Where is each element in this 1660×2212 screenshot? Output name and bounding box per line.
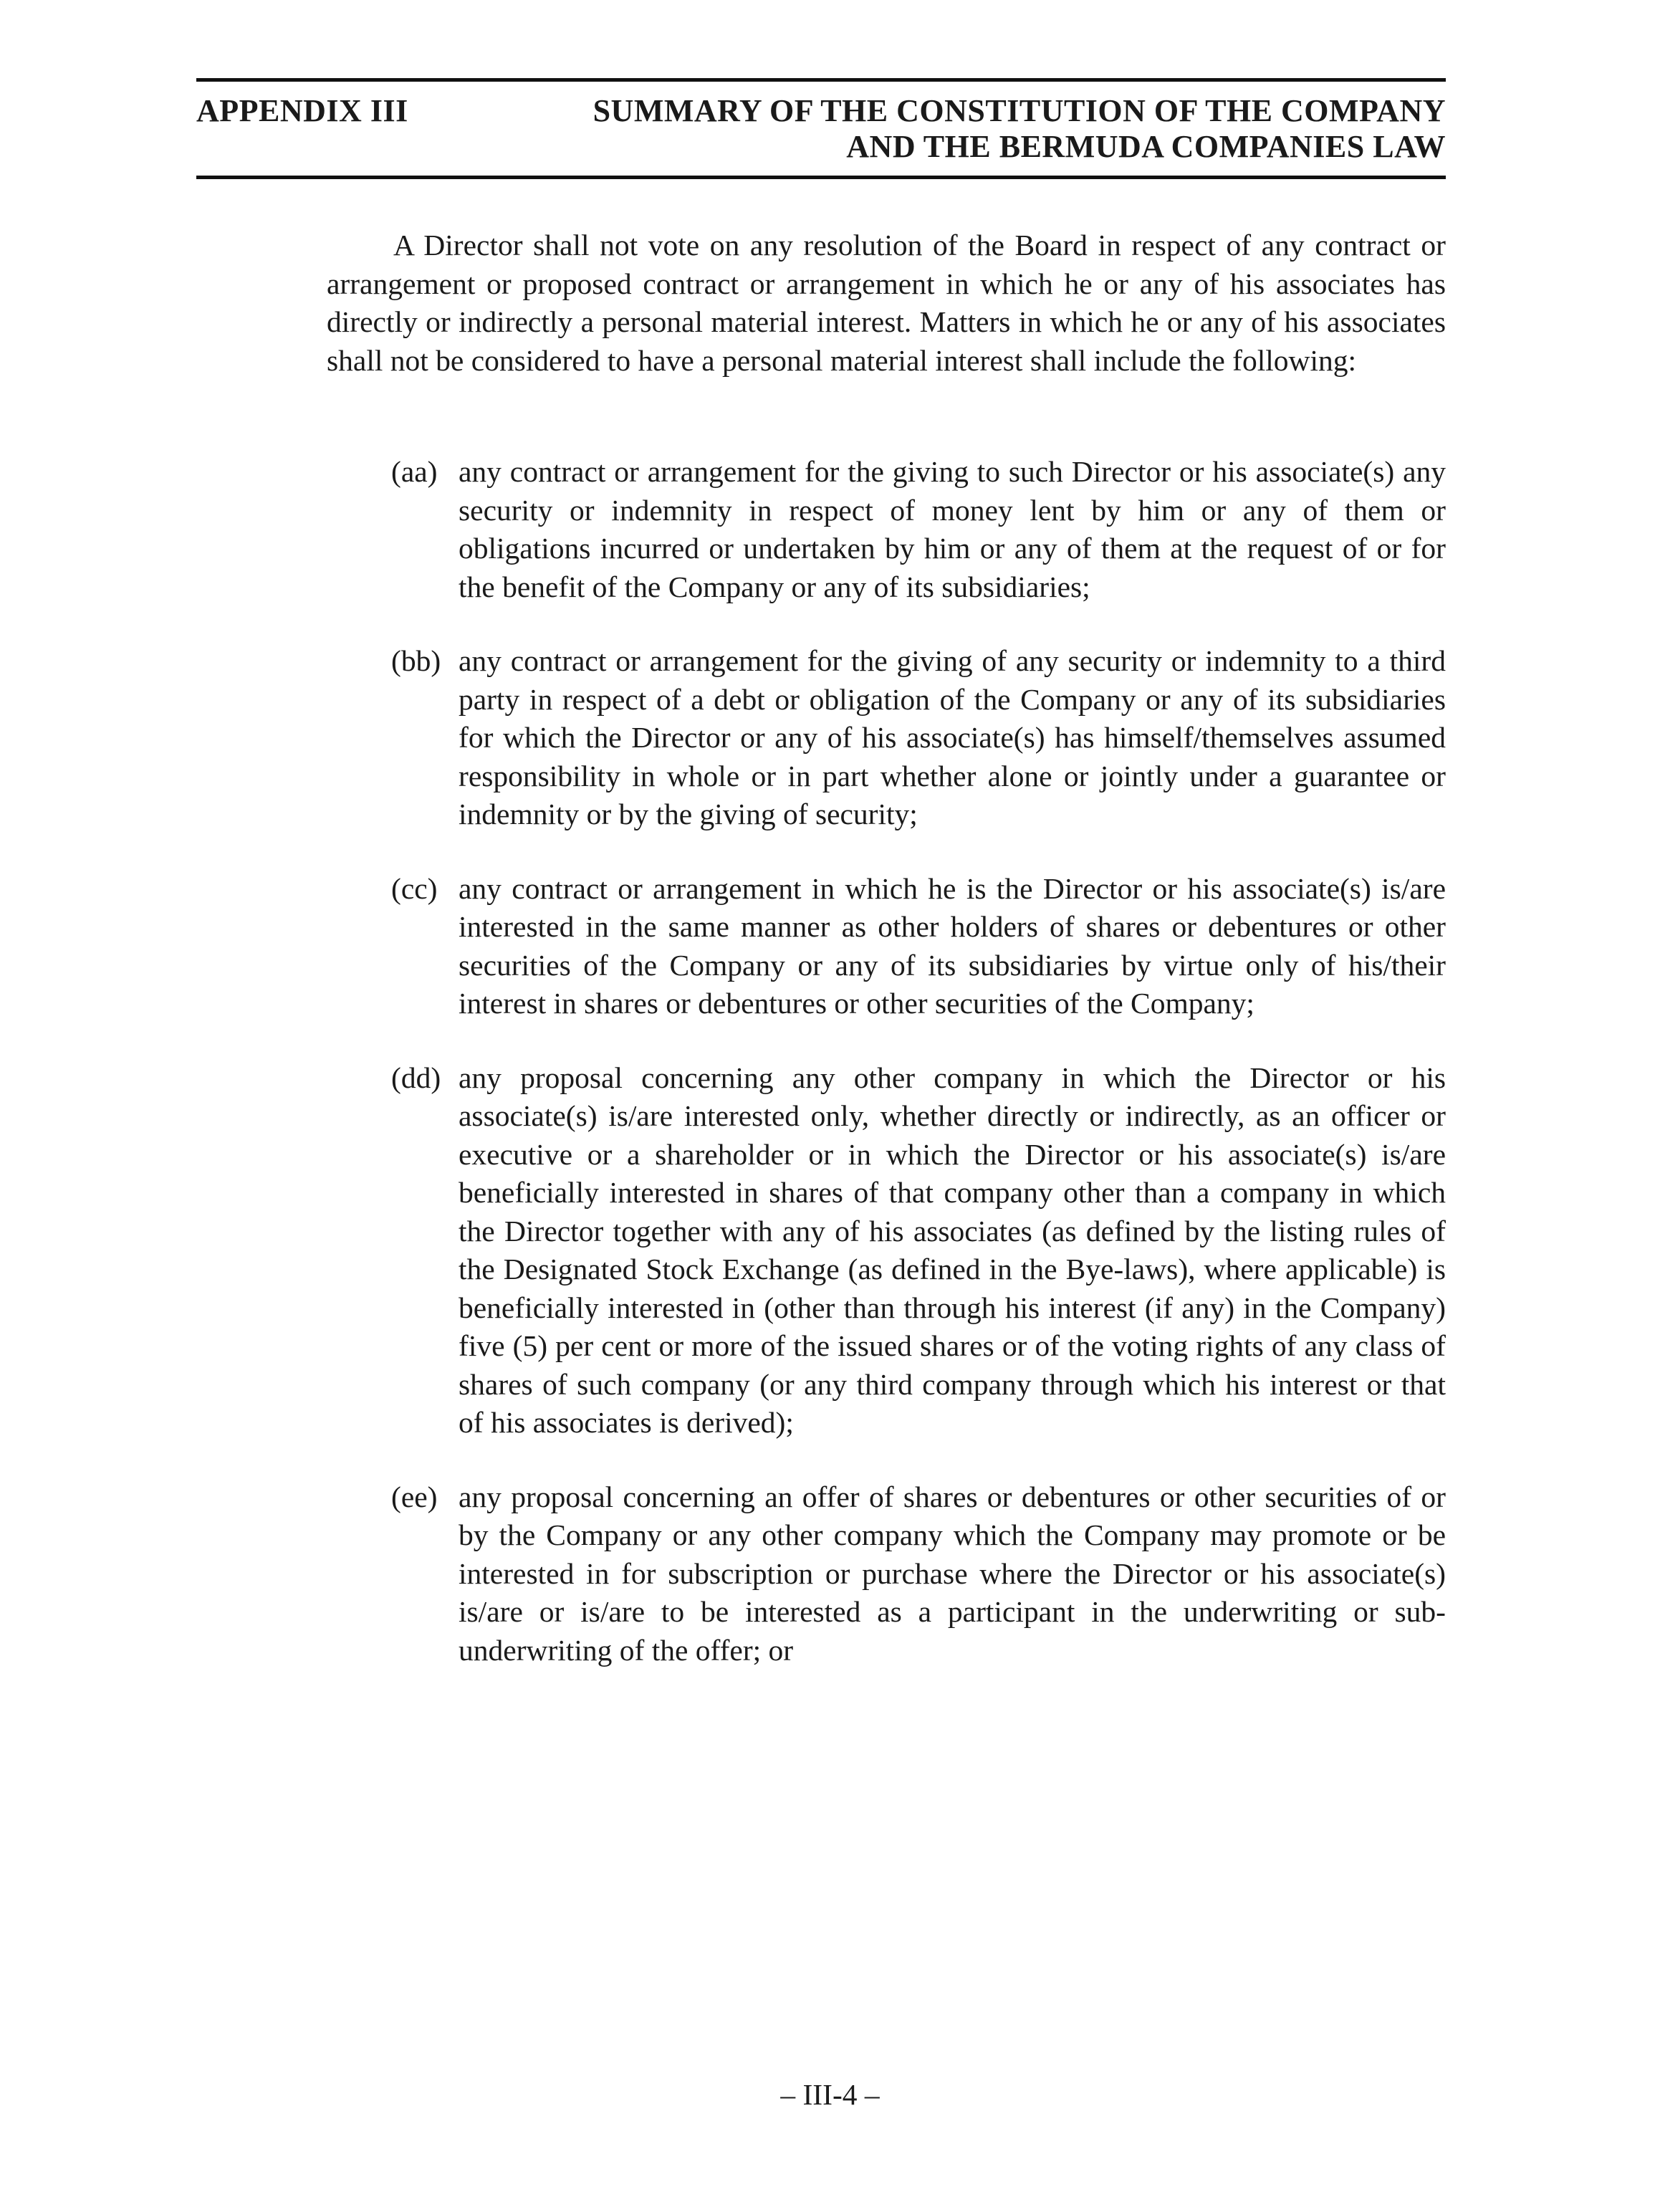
- list-item-ee: [391, 1478, 1446, 1670]
- list-item-cc: [391, 870, 1446, 1023]
- page-number: – III-4 –: [780, 2078, 880, 2111]
- list-item-text: any proposal concerning an offer of shares or debentures or other securities of or by the Company or any other company which the Company may promote or be interested in for subscription or purchase where the Director or his associate(s) is/are or is/are to be interested as a participant in the underwriting or sub-underwriting of the offer; or: [459, 1480, 1446, 1667]
- list-item-aa: [391, 453, 1446, 606]
- list-item-dd: [391, 1059, 1446, 1442]
- list-item-marker: (dd): [391, 1060, 441, 1094]
- header-title-line-1: SUMMARY OF THE CONSTITUTION OF THE COMPANY: [592, 93, 1446, 128]
- list-item-marker: (aa): [391, 455, 438, 488]
- header-top-rule: [196, 78, 1446, 82]
- header-bottom-rule: [196, 176, 1446, 179]
- list-item-marker: (ee): [391, 1480, 438, 1513]
- list-item-text: any contract or arrangement in which he is the Director or his associate(s) is/are interested in the same manner as other holders of shares or debentures or other securities of the Company or any of its subsidiaries by virtue only of his/their interest in shares or debentures or other securities of the Company;: [459, 871, 1446, 1020]
- appendix-label: APPENDIX III: [196, 93, 408, 128]
- list-item-marker: (bb): [391, 644, 441, 677]
- list-item-text: any contract or arrangement for the giving of any security or indemnity to a third party in respect of a debt or obligation of the Company or any of its subsidiaries for which the Director or any of his associate(s) has himself/themselves assumed responsibility in whole or in part whether alone or jointly under a guarantee or indemnity or by the giving of security;: [459, 644, 1446, 830]
- list-item-text: any contract or arrangement for the giving to such Director or his associate(s) any security or indemnity in respect of money lent by him or any of them or obligations incurred or undertaken by him or any of them at the request of or for the benefit of the Company or any of its subsidiaries;: [459, 455, 1446, 603]
- page-header: [196, 93, 1446, 165]
- header-title-line-2: AND THE BERMUDA COMPANIES LAW: [846, 129, 1446, 164]
- list-item-marker: (cc): [391, 871, 438, 905]
- interest-exceptions-list: [391, 453, 1446, 1670]
- intro-paragraph: A Director shall not vote on any resolution of the Board in respect of any contract or arrangement or proposed contract or arrangement in which he or any of his associates has directly or indirectly a personal material interest. Matters in which he or any of his associates shall not be considered to have a personal material interest shall include the following:: [327, 229, 1446, 377]
- list-item-bb: [391, 642, 1446, 834]
- list-item-text: any proposal concerning any other company in which the Director or his associate(s) is/are interested only, whether directly or indirectly, as an officer or executive or a shareholder or in which the Director or his associate(s) is/are beneficially interested in shares of that company other than a company in which the Director together with any of his associates (as defined by the listing rules of the Designated Stock Exchange (as defined in the Bye-laws), where applicable) is beneficially interested in (other than through his interest (if any) in the Company) five (5) per cent or more of the issued shares or of the voting rights of any class of shares of such company (or any third company through which his interest or that of his associates is derived);: [459, 1060, 1446, 1439]
- header-title: [593, 93, 1446, 165]
